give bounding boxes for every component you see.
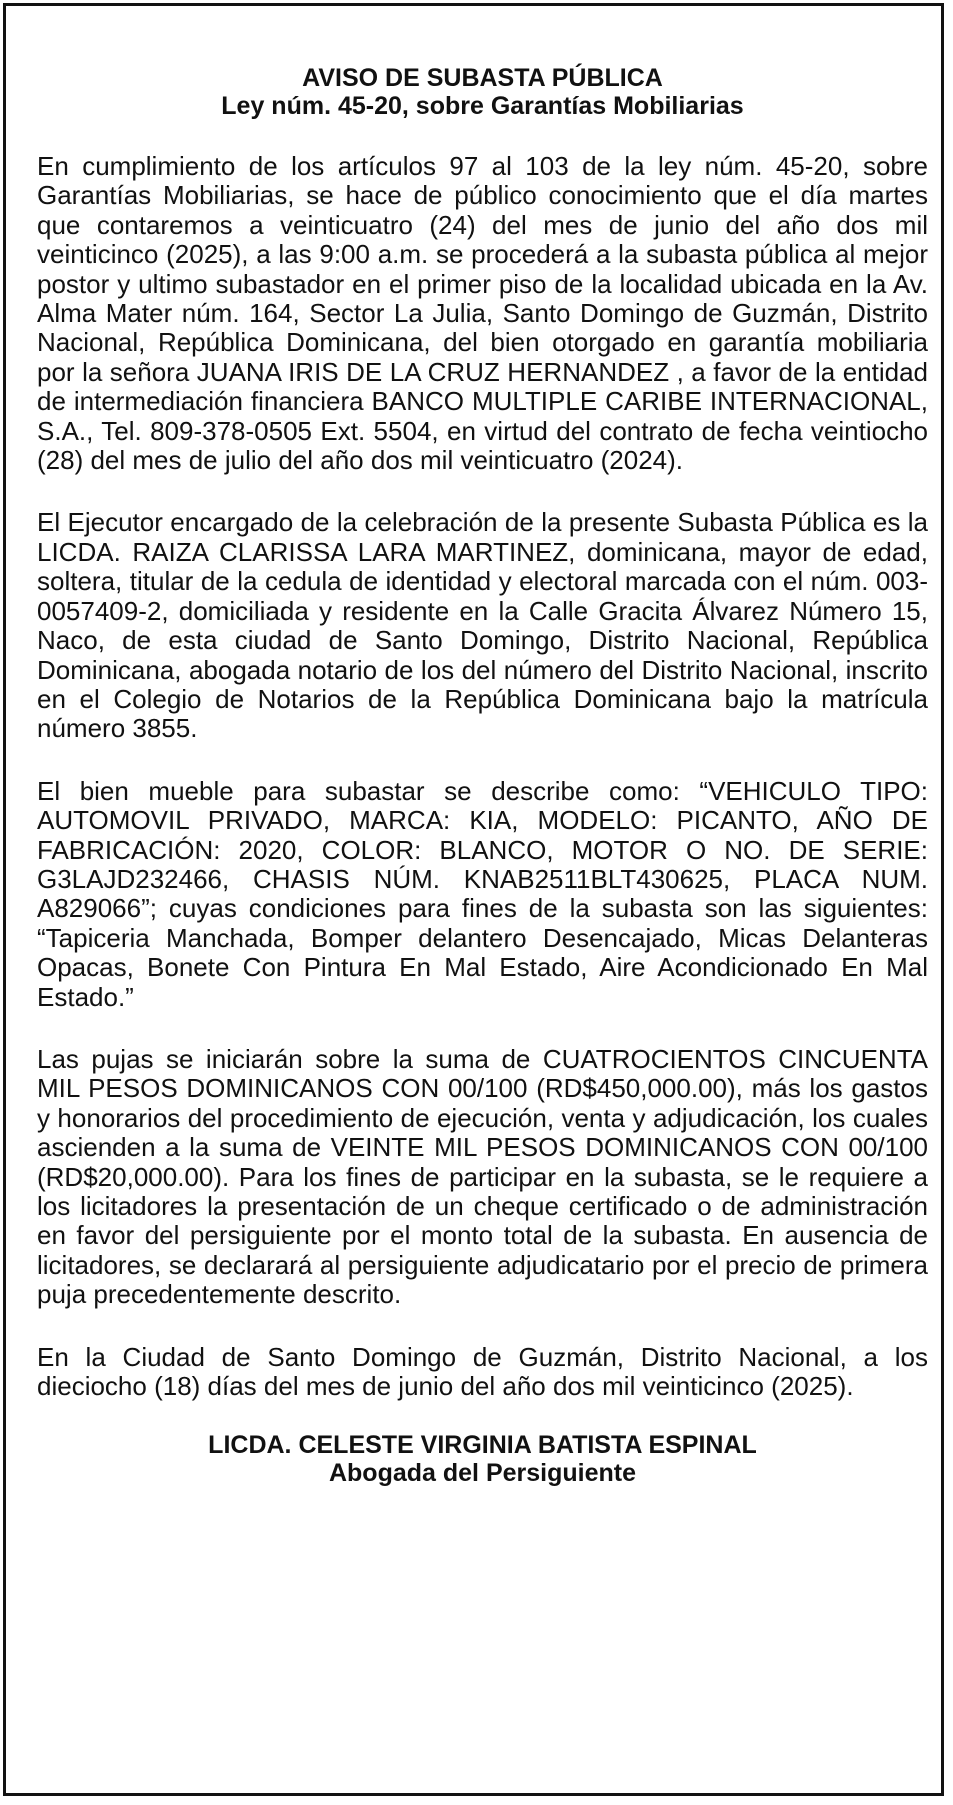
paragraph-vehicle-description: El bien mueble para subastar se describe como: “VEHICULO TIPO: AUTOMOVIL PRIVADO, MARCA: KIA, MODELO: PICANTO, AÑO DE FABRICACIÓN: 2020, COLOR: BLANCO, MOTOR O NO. DE SERIE: G3LAJD232466, CHASIS NÚM. KNAB2511BLT430625, PLACA NUM. A829066”; cuyas condiciones para fines de la subasta son las siguientes: “Tapiceria Manchada, Bomper delantero Desencajado, Micas Delanteras Opacas, Bonete Con Pintura En Mal Estado, Aire Acondicionado En Mal Estado.” [37,775,928,1012]
signature-role: Abogada del Persiguiente [328,1459,636,1488]
paragraph-auction-announcement: En cumplimiento de los artículos 97 al 103 de la ley núm. 45-20, sobre Garantías Mobiliarias, se hace de público conocimiento que el día martes que contaremos a veinticuatro (24) del mes de junio del año dos mil veinticinco (2025), a las 9:00 a.m. se procederá a la subasta pública al mejor postor y ultimo subastador en el primer piso de la localidad ubicada en la Av. Alma Mater núm. 164, Sector La Julia, Santo Domingo de Guzmán, Distrito Nacional, República Dominicana, del bien otorgado en garantía mobiliaria por la señora JUANA IRIS DE LA CRUZ HERNANDEZ , a favor de la entidad de intermediación financiera BANCO MULTIPLE CARIBE INTERNACIONAL, S.A., Tel. 809-378-0505 Ext. 5504, en virtud del contrato de fecha veintiocho (28) del mes de julio del año dos mil veinticuatro (2024). [37,151,928,476]
paragraph-place-date: En la Ciudad de Santo Domingo de Guzmán, Distrito Nacional, a los dieciocho (18) días del mes de junio del año dos mil veinticinco (2025). [37,1341,928,1402]
signature-name: LICDA. CELESTE VIRGINIA BATISTA ESPINAL [208,1431,757,1460]
notice-subtitle: Ley núm. 45-20, sobre Garantías Mobiliarias [221,92,744,120]
notice-border [3,3,944,1796]
signature-block [37,1431,928,1487]
paragraph-bidding-terms: Las pujas se iniciarán sobre la suma de CUATROCIENTOS CINCUENTA MIL PESOS DOMINICANOS CON 00/100 (RD$450,000.00), más los gastos y honorarios del procedimiento de ejecución, venta y adjudicación, los cuales ascienden a la suma de VEINTE MIL PESOS DOMINICANOS CON 00/100 (RD$20,000.00). Para los fines de participar en la subasta, se le requiere a los licitadores la presentación de un cheque certificado o de administración en favor del persiguiente por el monto total de la subasta. En ausencia de licitadores, se declarará al persiguiente adjudicatario por el precio de primera puja precedentemente descrito. [37,1043,928,1310]
notice-title: AVISO DE SUBASTA PÚBLICA [302,64,663,92]
paragraph-executor: El Ejecutor encargado de la celebración de la presente Subasta Pública es la LICDA. RAIZA CLARISSA LARA MARTINEZ, dominicana, mayor de edad, soltera, titular de la cedula de identidad y electoral marcada con el núm. 003-0057409-2, domiciliada y residente en la Calle Gracita Álvarez Número 15, Naco, de esta ciudad de Santo Domingo, Distrito Nacional, República Dominicana, abogada notario de los del número del Distrito Nacional, inscrito en el Colegio de Notarios de la República Dominicana bajo la matrícula número 3855. [37,507,928,744]
notice-content [37,64,928,1487]
